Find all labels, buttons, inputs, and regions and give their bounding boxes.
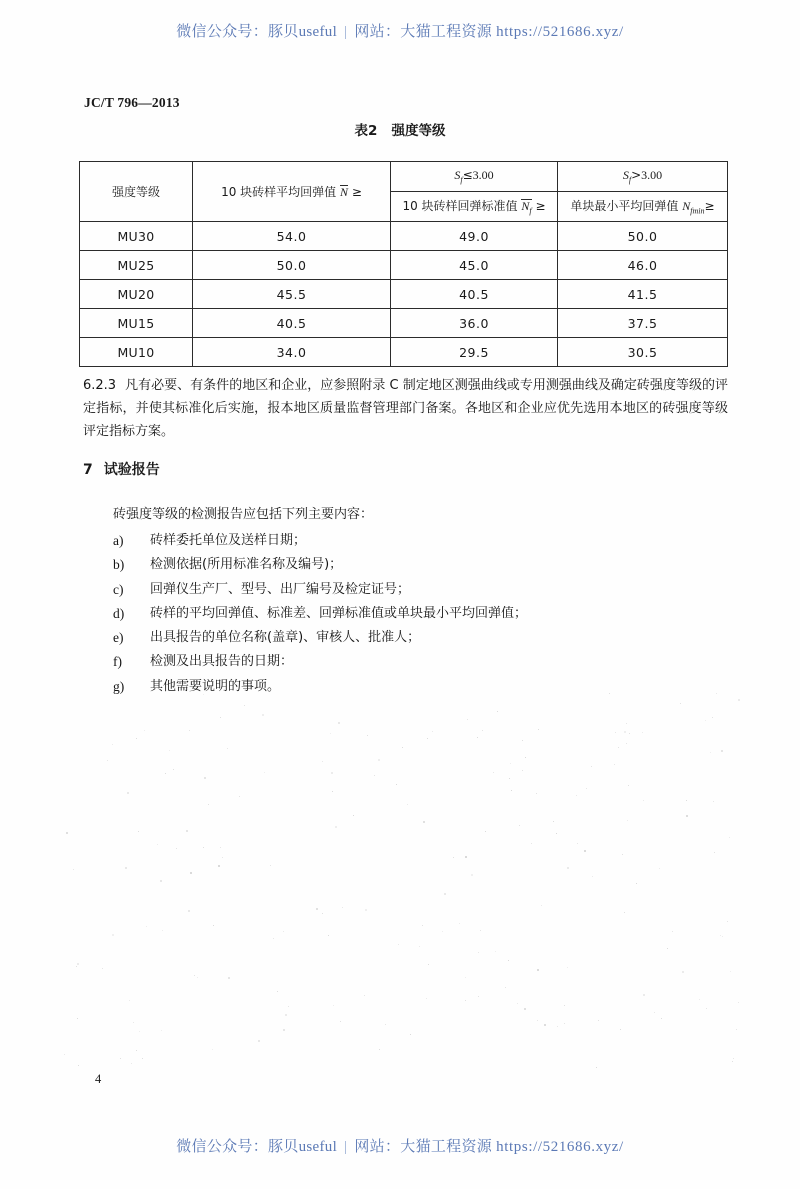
scan-speckle	[710, 752, 711, 753]
scan-speckle	[157, 844, 158, 845]
scan-speckle	[136, 1050, 137, 1051]
scan-speckle	[622, 854, 623, 855]
header-cell-mean-rebound	[193, 162, 391, 222]
header-cell-grade: 强度等级	[80, 162, 193, 222]
scan-speckle	[270, 865, 271, 866]
scan-speckle	[203, 847, 204, 848]
scan-speckle	[536, 793, 537, 794]
cell-grade: MU25	[80, 251, 193, 280]
watermark-wechat-label: 微信公众号：	[176, 24, 268, 40]
scan-speckle	[138, 831, 139, 832]
cell-mean: 45.5	[193, 280, 391, 309]
scan-speckle	[112, 934, 114, 936]
scan-speckle	[125, 867, 127, 869]
scan-speckle	[169, 750, 170, 751]
scan-speckle	[596, 1067, 597, 1068]
list-item	[113, 626, 733, 650]
scan-speckle	[402, 747, 403, 748]
cell-std: 40.5	[391, 280, 558, 309]
scan-speckle	[379, 1049, 380, 1050]
scan-speckle	[654, 1012, 655, 1013]
scan-speckle	[465, 856, 467, 858]
header-mean-symbol: N	[340, 185, 349, 199]
header-sf-le-op: ≤	[462, 168, 473, 183]
scan-speckle	[244, 705, 245, 706]
scan-speckle	[720, 935, 721, 936]
scan-speckle	[285, 1014, 287, 1016]
watermark-site-label: 网站：	[354, 1139, 401, 1155]
scan-speckle	[497, 711, 498, 712]
scan-speckle	[564, 1023, 565, 1024]
scan-speckle	[322, 761, 323, 762]
scan-speckle	[428, 964, 429, 965]
cell-mean: 50.0	[193, 251, 391, 280]
clause-6-2-3	[83, 374, 728, 443]
scan-speckle	[736, 1029, 737, 1030]
scan-speckle	[190, 872, 192, 874]
watermark-bottom	[0, 1135, 800, 1156]
scan-speckle	[364, 995, 365, 996]
scan-speckle	[398, 944, 399, 945]
scan-speckle	[729, 837, 730, 838]
scan-speckle	[213, 925, 214, 926]
list-item	[113, 553, 733, 577]
cell-mean: 40.5	[193, 309, 391, 338]
scan-speckle	[508, 960, 509, 961]
scan-speckle	[277, 991, 278, 992]
section-7-heading	[83, 459, 160, 479]
header-sf-gt-var: S	[622, 168, 629, 183]
cell-min: 37.5	[558, 309, 728, 338]
scan-speckle	[636, 883, 637, 884]
scan-speckle	[410, 1034, 411, 1035]
cell-grade: MU15	[80, 309, 193, 338]
report-intro-text: 砖强度等级的检测报告应包括下列主要内容：	[113, 507, 374, 522]
scan-speckle	[127, 792, 129, 794]
scan-speckle	[680, 703, 681, 704]
scan-speckle	[338, 722, 340, 724]
scan-speckle	[706, 1008, 707, 1009]
section-7-number: 7	[83, 462, 93, 478]
scan-speckle	[385, 1024, 386, 1025]
header-std-symbol-letter: N	[521, 199, 530, 214]
scan-speckle	[672, 931, 673, 932]
scan-speckle	[592, 876, 593, 877]
scan-speckle	[522, 740, 523, 741]
scan-speckle	[730, 971, 731, 972]
scan-speckle	[112, 744, 113, 745]
scan-speckle	[283, 931, 284, 932]
scan-speckle	[517, 1003, 518, 1004]
scan-speckle	[333, 1005, 334, 1006]
scan-speckle	[738, 1002, 739, 1003]
scan-speckle	[396, 784, 397, 785]
scan-speckle	[444, 893, 446, 895]
header-cell-min-single	[558, 192, 728, 222]
scan-speckle	[186, 830, 188, 832]
header-sf-le-var: S	[454, 168, 461, 183]
scan-speckle	[467, 719, 468, 720]
scan-speckle	[626, 743, 627, 744]
scan-speckle	[102, 968, 103, 969]
header-min-symbol: N	[682, 199, 691, 214]
scan-speckle	[139, 1031, 140, 1032]
scan-speckle	[76, 966, 77, 967]
scan-speckle	[407, 804, 408, 805]
scan-speckle	[427, 738, 428, 739]
scan-speckle	[188, 910, 190, 912]
page-number: 4	[95, 1072, 102, 1086]
scan-speckle	[629, 733, 630, 734]
table-caption-title: 强度等级	[391, 123, 446, 139]
scan-speckle	[705, 720, 706, 721]
list-item	[113, 650, 733, 674]
scan-speckle	[478, 996, 479, 997]
list-item-marker: f)	[113, 654, 122, 670]
scan-speckle	[699, 999, 700, 1000]
standard-code-header: JC/T 796—2013	[84, 95, 180, 110]
scan-speckle	[426, 998, 427, 999]
scan-speckle	[459, 923, 460, 924]
scan-speckle	[73, 869, 74, 870]
list-item-marker: d)	[113, 605, 125, 621]
scan-speckle	[173, 769, 174, 770]
scan-speckle	[212, 1049, 213, 1050]
watermark-top	[0, 20, 800, 41]
scan-speckle	[495, 951, 496, 952]
scan-speckle	[367, 735, 368, 736]
scan-speckle	[643, 800, 644, 801]
scan-speckle	[618, 747, 619, 748]
scan-speckle	[493, 772, 494, 773]
scan-speckle	[283, 1029, 285, 1031]
watermark-wechat-label: 微信公众号：	[176, 1139, 268, 1155]
scan-speckle	[465, 1000, 466, 1001]
list-item	[113, 578, 733, 602]
list-item-marker: b)	[113, 557, 125, 573]
scan-speckle	[203, 694, 204, 695]
scan-speckle	[643, 994, 645, 996]
cell-min: 50.0	[558, 222, 728, 251]
scan-speckle	[609, 693, 610, 694]
clause-6-2-3-text: 凡有必要、有条件的地区和企业，应参照附录 C 制定地区测强曲线或专用测强曲线及确定砖强度等级的评定指标，并使其标准化后实施，报本地区质量监督管理部门备案。各地区和企业应优先选用本地区的砖强度等级评定指标方案。	[83, 378, 728, 439]
scan-speckle	[374, 775, 375, 776]
scan-speckle	[288, 1006, 289, 1007]
list-item-marker: c)	[113, 581, 124, 597]
scan-speckle	[510, 763, 511, 764]
clause-6-2-3-number: 6.2.3	[83, 378, 117, 393]
cell-std: 29.5	[391, 338, 558, 367]
scan-speckle	[567, 967, 568, 968]
scan-speckle	[78, 1065, 79, 1066]
scan-speckle	[509, 778, 510, 779]
scan-speckle	[524, 1008, 526, 1010]
scan-speckle	[722, 936, 723, 937]
strength-grade-table-wrapper	[79, 161, 727, 367]
scan-speckle	[378, 759, 380, 761]
scan-speckle	[262, 714, 264, 716]
scan-speckle	[586, 788, 587, 789]
scan-speckle	[330, 733, 331, 734]
scan-speckle	[353, 815, 354, 816]
header-cell-group-sf-le	[391, 162, 558, 192]
strength-grade-table	[79, 161, 728, 367]
cell-grade: MU10	[80, 338, 193, 367]
scan-speckle	[136, 738, 137, 739]
scan-speckle	[432, 731, 433, 732]
scan-speckle	[714, 852, 715, 853]
scan-speckle	[227, 748, 228, 749]
scan-speckle	[162, 930, 163, 931]
scan-speckle	[273, 938, 274, 939]
header-min-text: 单块最小平均回弹值	[570, 199, 679, 214]
scan-speckle	[220, 847, 221, 848]
watermark-separator: |	[344, 24, 348, 40]
watermark-url: https://521686.xyz/	[496, 1139, 624, 1155]
scan-speckle	[553, 821, 554, 822]
scan-speckle	[642, 732, 643, 733]
scan-speckle	[738, 699, 740, 701]
cell-min: 46.0	[558, 251, 728, 280]
scan-speckle	[522, 770, 523, 771]
header-cell-std-rebound	[391, 192, 558, 222]
scan-speckle	[222, 857, 223, 858]
scan-speckle	[624, 731, 626, 733]
scan-speckle	[331, 772, 333, 774]
table-row	[80, 251, 728, 280]
scan-speckle	[144, 730, 145, 731]
scan-speckle	[239, 796, 240, 797]
scan-speckle	[712, 717, 713, 718]
list-item	[113, 675, 733, 699]
report-items-list	[113, 529, 733, 699]
scan-speckle	[537, 969, 539, 971]
scan-speckle	[659, 868, 660, 869]
watermark-site-name: 大猫工程资源	[400, 1139, 493, 1155]
scan-speckle	[160, 880, 162, 882]
header-min-symbol-sub: fmin	[690, 206, 705, 216]
scan-speckle	[197, 977, 198, 978]
list-item-label: 砖样的平均回弹值、标准差、回弹标准值或单块最小平均回弹值；	[150, 605, 528, 621]
scan-speckle	[204, 777, 206, 779]
watermark-url: https://521686.xyz/	[496, 24, 624, 40]
scan-speckle	[335, 826, 337, 828]
header-sf-gt-op: >	[631, 168, 642, 183]
cell-std: 45.0	[391, 251, 558, 280]
list-item	[113, 602, 733, 626]
scan-speckle	[218, 865, 220, 867]
list-item-label: 回弹仪生产厂、型号、出厂编号及检定证号；	[150, 581, 411, 597]
table-row	[80, 309, 728, 338]
scan-speckle	[716, 693, 717, 694]
scan-speckle	[258, 1040, 260, 1042]
scan-speckle	[591, 766, 592, 767]
cell-grade: MU30	[80, 222, 193, 251]
scan-speckle	[142, 1058, 143, 1059]
cell-mean: 54.0	[193, 222, 391, 251]
scan-speckle	[628, 785, 629, 786]
cell-min: 30.5	[558, 338, 728, 367]
scan-speckle	[316, 908, 318, 910]
scan-speckle	[165, 773, 166, 774]
header-std-text: 10 块砖样回弹标准值	[402, 199, 518, 214]
scan-speckle	[620, 1029, 621, 1030]
scan-speckle	[189, 730, 190, 731]
scan-speckle	[556, 833, 557, 834]
list-item-label: 其他需要说明的事项。	[150, 678, 281, 694]
scan-speckle	[732, 1061, 733, 1062]
scan-speckle	[161, 1030, 162, 1031]
scan-speckle	[485, 831, 486, 832]
table-body	[80, 222, 728, 367]
scan-speckle	[64, 1054, 65, 1055]
table-caption	[0, 119, 800, 139]
watermark-site-label: 网站：	[354, 24, 401, 40]
scan-speckle	[667, 948, 668, 949]
header-mean-operator: ≥	[351, 185, 362, 199]
list-item-marker: g)	[113, 678, 125, 694]
scan-speckle	[66, 832, 68, 834]
table-row	[80, 222, 728, 251]
scan-speckle	[661, 1018, 662, 1019]
scan-speckle	[686, 800, 687, 801]
list-item-marker: e)	[113, 630, 124, 646]
header-mean-text: 10 块砖样平均回弹值	[221, 185, 337, 199]
header-sf-gt-value: 3.00	[641, 168, 663, 183]
scan-speckle	[442, 931, 443, 932]
scan-speckle	[544, 1024, 546, 1026]
list-item-marker: a)	[113, 533, 124, 548]
scan-speckle	[264, 772, 265, 773]
header-min-operator: ≥	[704, 199, 715, 214]
scan-speckle	[626, 723, 627, 724]
scan-speckle	[77, 963, 79, 965]
scan-speckle	[107, 760, 108, 761]
scan-speckle	[614, 764, 615, 765]
scan-speckle	[194, 975, 195, 976]
table-row	[80, 280, 728, 309]
scan-speckle	[577, 843, 578, 844]
scan-speckle	[120, 1058, 121, 1059]
scan-speckle	[519, 825, 520, 826]
scan-speckle	[146, 926, 147, 927]
scan-speckle	[567, 867, 569, 869]
scan-speckle	[480, 930, 481, 931]
scan-speckle	[422, 925, 423, 926]
scan-speckle	[419, 946, 420, 947]
scan-speckle	[471, 874, 473, 876]
scan-speckle	[505, 987, 506, 988]
scan-speckle	[624, 912, 625, 913]
scan-speckle	[541, 905, 542, 906]
watermark-account-name: 豚贝useful	[268, 24, 338, 40]
scan-speckle	[682, 971, 684, 973]
table-header-row-1	[80, 162, 728, 192]
scan-speckle	[733, 1058, 734, 1059]
scan-speckle	[727, 921, 728, 922]
scan-speckle	[228, 977, 230, 979]
scan-speckle	[557, 1026, 558, 1027]
header-sf-le-sub: f	[460, 175, 463, 185]
scan-speckle	[477, 737, 478, 738]
scan-speckle	[328, 935, 329, 936]
scan-speckle	[465, 977, 466, 978]
list-item-label: 检测依据(所用标准名称及编号)；	[150, 557, 343, 573]
scan-speckle	[342, 907, 343, 908]
header-sf-gt-sub: f	[628, 175, 632, 185]
scan-speckle	[133, 1022, 134, 1023]
scan-speckle	[332, 791, 333, 792]
scan-speckle	[615, 732, 616, 733]
cell-mean: 34.0	[193, 338, 391, 367]
scan-speckle	[220, 717, 221, 718]
scan-speckle	[478, 952, 479, 953]
list-item-label: 砖样委托单位及送样日期；	[150, 533, 307, 548]
scan-speckle	[627, 820, 628, 821]
scan-speckle	[564, 1005, 565, 1006]
scan-speckle	[131, 1063, 132, 1064]
scan-speckle	[584, 850, 586, 852]
scan-speckle	[531, 843, 532, 844]
cell-grade: MU20	[80, 280, 193, 309]
scan-speckle	[598, 1020, 599, 1021]
header-std-operator: ≥	[535, 199, 546, 214]
scan-speckle	[340, 1021, 341, 1022]
watermark-separator: |	[344, 1139, 348, 1155]
scan-speckle	[686, 815, 688, 817]
cell-std: 36.0	[391, 309, 558, 338]
scan-speckle	[537, 1020, 538, 1021]
header-cell-group-sf-gt	[558, 162, 728, 192]
scan-speckle	[77, 1018, 78, 1019]
table-header	[80, 162, 728, 222]
scan-speckle	[713, 801, 714, 802]
scan-speckle	[525, 757, 526, 758]
watermark-site-name: 大猫工程资源	[400, 24, 493, 40]
scan-speckle	[129, 1000, 130, 1001]
cell-std: 49.0	[391, 222, 558, 251]
scan-speckle	[322, 913, 323, 914]
scan-speckle	[538, 729, 539, 730]
scan-speckle	[576, 795, 577, 796]
list-item-label: 出具报告的单位名称(盖章)、审核人、批准人；	[150, 630, 421, 646]
scan-speckle	[208, 804, 209, 805]
table-row	[80, 338, 728, 367]
scan-speckle	[176, 848, 177, 849]
header-std-symbol	[521, 199, 531, 216]
scan-speckle	[365, 909, 367, 911]
scan-speckle	[453, 857, 454, 858]
watermark-account-name: 豚贝useful	[268, 1139, 338, 1155]
header-sf-le-value: 3.00	[472, 168, 494, 183]
header-std-symbol-sub: f	[529, 206, 532, 216]
section-7-title: 试验报告	[103, 462, 160, 478]
scan-speckle	[482, 730, 483, 731]
scan-speckle	[511, 790, 512, 791]
table-caption-number: 表2	[354, 123, 378, 139]
list-item-label: 检测及出具报告的日期：	[150, 654, 294, 670]
scan-speckle	[423, 821, 425, 823]
list-item	[113, 529, 733, 553]
cell-min: 41.5	[558, 280, 728, 309]
scan-speckle	[721, 750, 723, 752]
